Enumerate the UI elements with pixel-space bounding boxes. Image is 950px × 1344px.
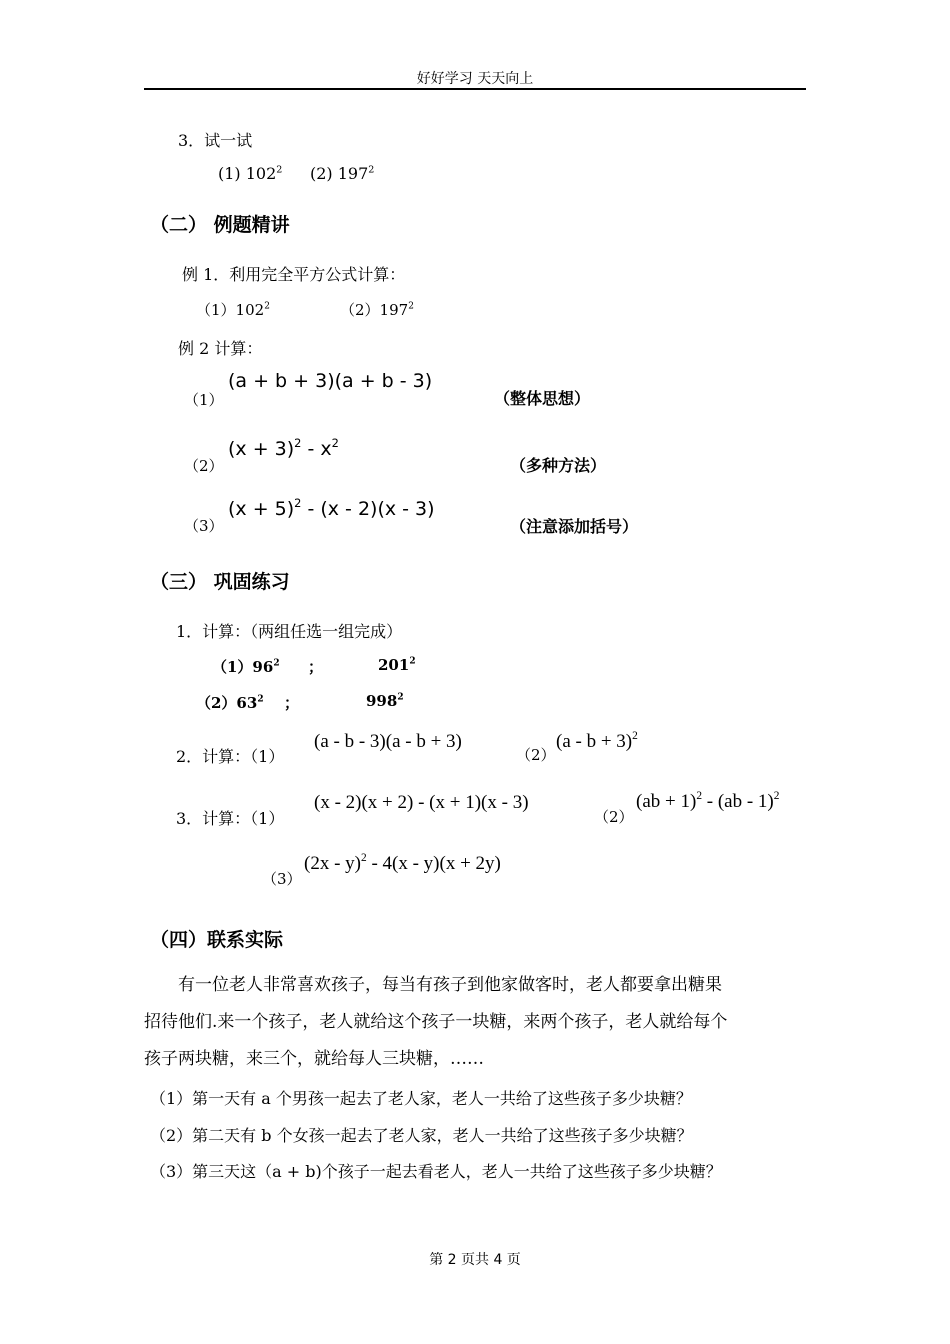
practice-3-formula-3: (2x - y)$^2$ - 4(x - y)(x + 2y) bbox=[304, 852, 501, 874]
example-2-label-3: （3） bbox=[184, 517, 224, 535]
try-title: 3．试一试 bbox=[178, 131, 253, 150]
story-question-2: （2）第二天有 b 个女孩一起去了老人家，老人一共给了这些孩子多少块糖？ bbox=[150, 1126, 693, 1145]
practice-2: 2．计算：（1） bbox=[176, 747, 285, 766]
practice-3: 3．计算：（1） bbox=[176, 809, 285, 828]
practice-1-g2-b: $998^2$ bbox=[366, 692, 404, 710]
try-q1: (1) $102^2$ bbox=[218, 164, 283, 183]
practice-3-formula-2: (ab + 1)$^2$ - (ab - 1)$^2$ bbox=[636, 790, 780, 812]
example-2-formula-1: (a + b + 3)(a + b - 3) bbox=[228, 370, 433, 392]
practice-1-g2-a: $(2)63^2$ bbox=[196, 694, 264, 712]
story-line-3: 孩子两块糖，来三个，就给每人三块糖，…… bbox=[144, 1049, 484, 1069]
section-4-title: （四）联系实际 bbox=[150, 929, 284, 951]
practice-2-label-2: （2） bbox=[516, 746, 556, 764]
practice-1-g2-sep: ； bbox=[284, 694, 300, 712]
section-2-title: （二） 例题精讲 bbox=[150, 214, 290, 236]
story-question-3: （3）第三天这（a + b)个孩子一起去看老人，老人一共给了这些孩子多少块糖？ bbox=[150, 1162, 722, 1181]
practice-2-formula-2: $(a - b + 3)^2$ bbox=[556, 730, 638, 752]
example-2-label-1: （1） bbox=[184, 391, 224, 409]
page-footer: 第 2 页共 4 页 bbox=[429, 1252, 521, 1268]
page-header: 好好学习 天天向上 bbox=[416, 71, 534, 87]
practice-3-label-2: （2） bbox=[594, 808, 634, 826]
header-rule bbox=[144, 88, 806, 90]
practice-1-g1-b: $201^2$ bbox=[378, 656, 416, 674]
practice-2-formula-1: (a - b - 3)(a - b + 3) bbox=[314, 731, 462, 752]
story-line-1: 有一位老人非常喜欢孩子，每当有孩子到他家做客时，老人都要拿出糖果 bbox=[178, 975, 722, 995]
story-line-2: 招待他们.来一个孩子，老人就给这个孩子一块糖，来两个孩子，老人就给每个 bbox=[144, 1012, 728, 1032]
example-2-note-1: （整体思想） bbox=[494, 389, 591, 408]
section-3-title: （三） 巩固练习 bbox=[150, 571, 290, 593]
example-2-note-3: （注意添加括号） bbox=[510, 517, 639, 536]
example-1: 例 1．利用完全平方公式计算： bbox=[182, 265, 406, 284]
example-2-formula-2: $(x + 3)^2 - x^2$ bbox=[228, 436, 339, 460]
practice-1-g1-a: $(1)96^2$ bbox=[212, 658, 280, 676]
example-1-q2: $(2)197^2$ bbox=[340, 301, 414, 319]
practice-1-g1-sep: ； bbox=[308, 658, 324, 676]
example-2-formula-3: $(x + 5)^2 - (x - 2)(x - 3)$ bbox=[228, 496, 435, 520]
story-question-1: （1）第一天有 a 个男孩一起去了老人家，老人一共给了这些孩子多少块糖？ bbox=[150, 1089, 692, 1108]
practice-3-label-3: （3） bbox=[262, 870, 302, 888]
example-2-note-2: （多种方法） bbox=[510, 456, 607, 475]
practice-3-formula-1: (x - 2)(x + 2) - (x + 1)(x - 3) bbox=[314, 792, 529, 813]
example-1-q1: $(1)102^2$ bbox=[196, 301, 270, 319]
example-2-label-2: （2） bbox=[184, 457, 224, 475]
try-q2: (2) $197^2$ bbox=[310, 164, 375, 183]
example-2: 例 2 计算： bbox=[178, 339, 263, 358]
practice-1: 1．计算：（两组任选一组完成） bbox=[176, 622, 403, 641]
